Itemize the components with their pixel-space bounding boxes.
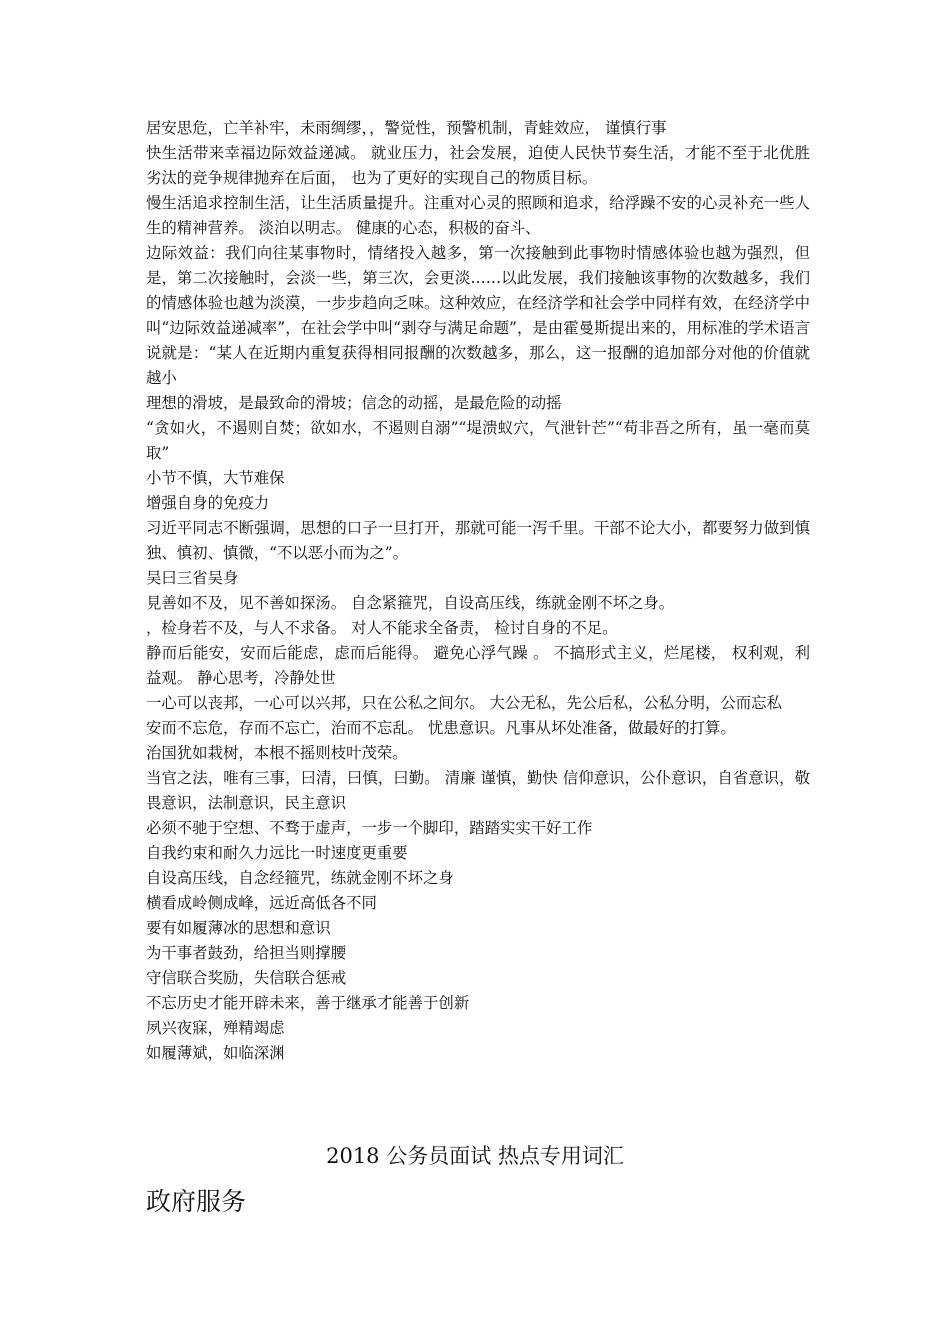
paragraph: 边际效益：我们向往某事物时，情绪投入越多，第一次接触到此事物时情感体验也越为强烈，但是，第二次接触时，会淡一些，第三次，会更淡……以此发展，我们接触该事物的次数越多，我们的情感体验也越为淡漠，一步步趋向乏味。这种效应，在经济学和社会学中同样有效，在经济学中叫“边际效益递减率”，在社会学中叫“剥夺与满足命题”，是由霍曼斯提出来的，用标准的学术语言说就是：“某人在近期内重复获得相同报酬的次数越多，那么，这一报酬的追加部分对他的价值就越小 xyxy=(146,244,810,387)
paragraph: 必须不驰于空想、不骛于虚声，一步一个脚印，踏踏实实干好工作 xyxy=(146,819,593,837)
paragraph: 横看成岭侧成峰，远近高低各不同 xyxy=(146,894,377,912)
paragraph: 見善如不及，见不善如探汤。 自念紧箍咒，自设高压线，练就金刚不坏之身。 xyxy=(146,594,675,612)
paragraph: 小节不慎，大节难保 xyxy=(146,469,285,487)
paragraph: 安而不忘危，存而不忘亡，治而不忘乱。 忧患意识。凡事从坏处准备，做最好的打算。 xyxy=(146,719,736,737)
paragraph: 吴曰三省吴身 xyxy=(146,569,239,587)
paragraph: 静而后能安，安而后能虑，虑而后能得。 避免心浮气躁 。 不搞形式主义，烂尾楼， 权利观，利益观。 静心思考，冷静处世 xyxy=(146,644,810,687)
paragraph: 自设高压线，自念经箍咒，练就金刚不坏之身 xyxy=(146,869,454,887)
paragraph: 为干事者鼓劲，给担当则撑腰 xyxy=(146,944,347,962)
paragraph: 不忘历史才能开辟未来，善于继承才能善于创新 xyxy=(146,994,470,1012)
paragraph: 治国犹如栽树，本根不摇则枝叶茂荣。 xyxy=(146,744,408,762)
paragraph: 守信联合奖励，失信联合惩戒 xyxy=(146,969,347,987)
section-heading: 政府服务 xyxy=(146,1187,247,1216)
body-text xyxy=(146,116,810,1066)
paragraph: 要有如履薄冰的思想和意识 xyxy=(146,919,331,937)
paragraph: 夙兴夜寐，殚精竭虑 xyxy=(146,1019,285,1037)
paragraph: 快生活带来幸福边际效益递减。 就业压力，社会发展，迫使人民快节奏生活，才能不至于北优胜劣汰的竞争规律抛弃在后面， 也为了更好的实现自己的物质目标。 xyxy=(146,144,810,187)
paragraph: ，检身若不及，与人不求备。 对人不能求全备责， 检讨自身的不足。 xyxy=(146,619,618,637)
paragraph: 增强自身的免疫力 xyxy=(146,494,270,512)
paragraph: 慢生活追求控制生活，让生活质量提升。注重对心灵的照顾和追求，给浮躁不安的心灵补充一些人生的精神营养。 淡泊以明志。 健康的心态，积极的奋斗、 xyxy=(146,194,810,237)
document-title: 2018 公务员面试 热点专用词汇 xyxy=(326,1144,624,1168)
paragraph: “贪如火，不遏则自焚；欲如水，不遏则自溺”“堤溃蚁穴，气泄针芒”“苟非吾之所有，虽一毫而莫取” xyxy=(146,419,810,462)
paragraph: 当官之法，唯有三事，曰清，曰慎，曰勤。 清廉 谨慎，勤快 信仰意识，公仆意识，自省意识，敬畏意识，法制意识，民主意识 xyxy=(146,769,810,812)
paragraph: 如履薄斌，如临深渊 xyxy=(146,1044,285,1062)
paragraph: 自我约束和耐久力远比一时速度更重要 xyxy=(146,844,408,862)
paragraph: 居安思危，亡羊补牢，未雨绸缪，，警觉性，预警机制，青蛙效应， 谨慎行事 xyxy=(146,119,667,137)
paragraph: 一心可以丧邦，一心可以兴邦，只在公私之间尔。 大公无私，先公后私，公私分明，公而忘私 xyxy=(146,694,782,712)
paragraph: 理想的滑坡，是最致命的滑坡；信念的动摇，是最危险的动摇 xyxy=(146,394,562,412)
paragraph: 习近平同志不断强调，思想的口子一旦打开，那就可能一泻千里。干部不论大小，都要努力做到慎独、慎初、慎微，“不以恶小而为之”。 xyxy=(146,519,810,562)
